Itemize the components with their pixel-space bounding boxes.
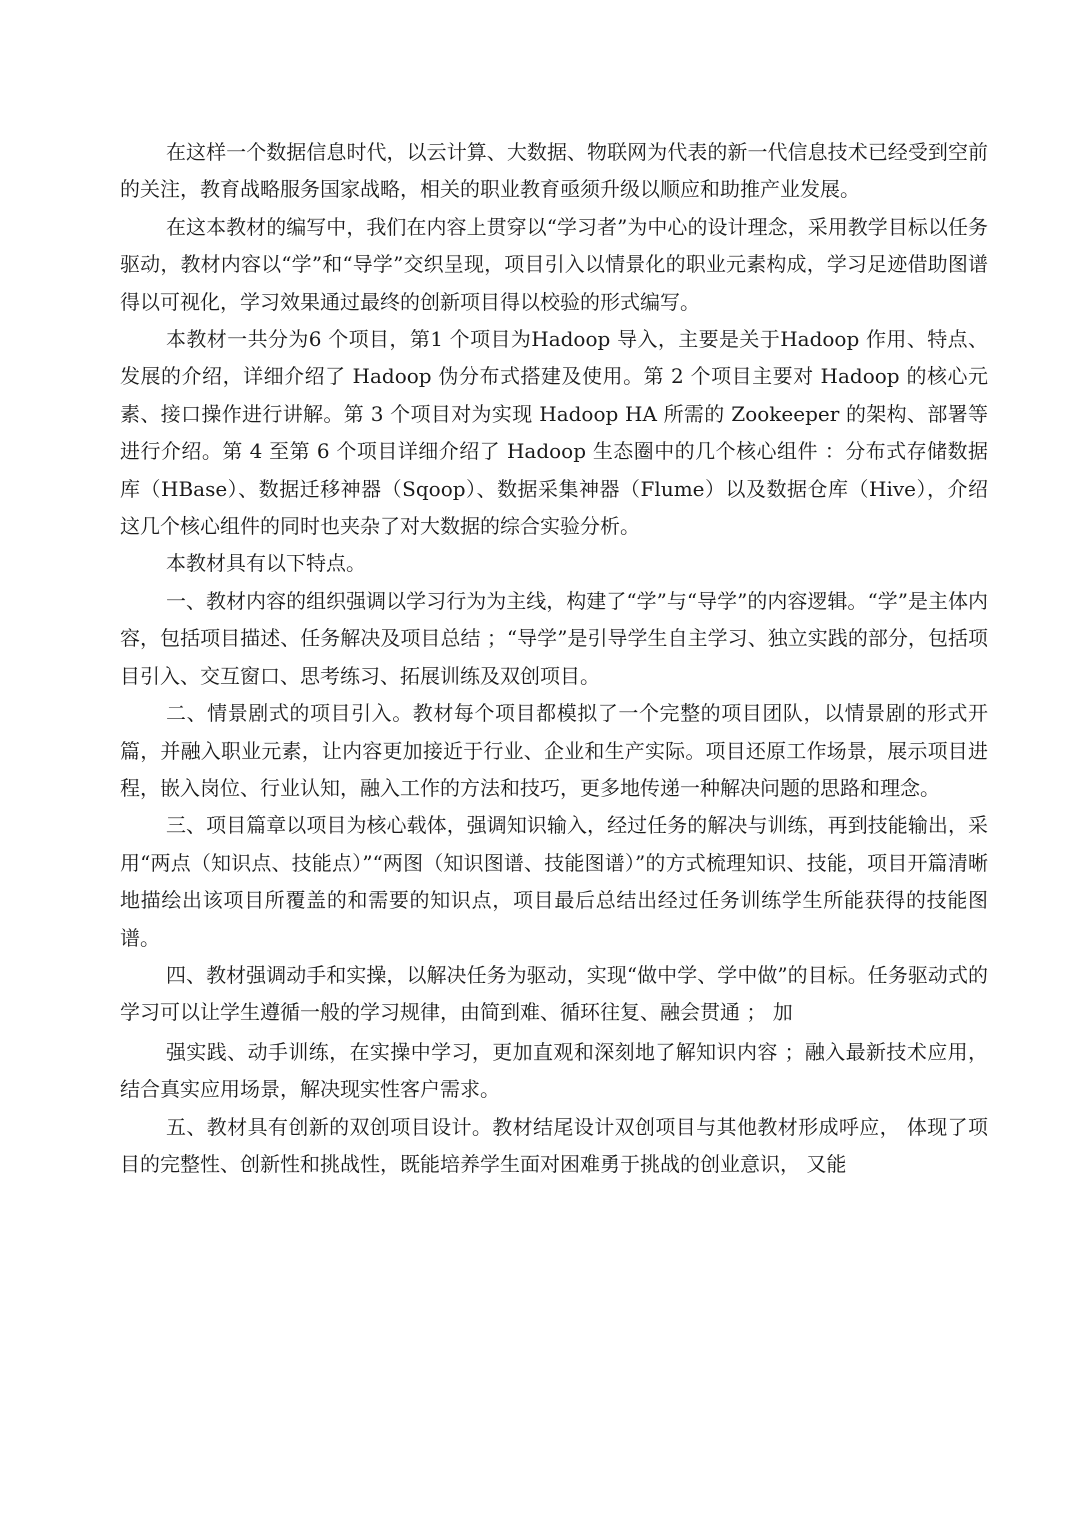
- paragraph-feature-4: 四、教材强调动手和实操，以解决任务为驱动，实现“做中学、学中做”的目标。任务驱动式的学习可以让学生遵循一般的学习规律，由简到难、循环往复、融会贯通 ； 加: [120, 962, 988, 1025]
- paragraph-project-overview: 本教材一共分为6 个项目，第1 个项目为Hadoop 导入，主要是关于Hadoop 作用、特点、发展的介绍，详细介绍了 Hadoop 伪分布式搭建及使用。第 2 个项目主要对 Hadoop 的核心元素、接口操作进行讲解。第 3 个项目对为实现 Hadoop HA 所需的 Zookeeper 的架构、部署等进行介绍。第 4 至第 6 个项目详细介绍了 Hadoop 生态圈中的几个核心组件 ：分布式存储数据库（HBase）、数据迁移神器（Sqoop）、数据采集神器（Flume）以及数据仓库（Hive），介绍这几个核心组件的同时也夹杂了对大数据的综合实验分析。: [120, 327, 988, 539]
- paragraph-features-intro: 本教材具有以下特点。: [166, 551, 366, 576]
- paragraph-feature-4-continued: 强实践、动手训练，在实操中学习，更加直观和深刻地了解知识内容 ；融入最新技术应用，结合真实应用场景，解决现实性客户需求。: [120, 1039, 988, 1102]
- paragraph-feature-1: 一、教材内容的组织强调以学习行为为主线，构建了“学”与“导学”的内容逻辑。“学”是主体内容，包括项目描述、任务解决及项目总结 ；“导学”是引导学生自主学习、独立实践的部分，包括项目引入、交互窗口、思考练习、拓展训练及双创项目。: [120, 588, 988, 688]
- paragraph-feature-3: 三、项目篇章以项目为核心载体，强调知识输入，经过任务的解决与训练，再到技能输出，采用“两点（知识点、技能点）”“两图（知识图谱、技能图谱）”的方式梳理知识、技能，项目开篇清晰地描绘出该项目所覆盖的和需要的知识点，项目最后总结出经过任务训练学生所能获得的技能图谱。: [120, 813, 988, 950]
- paragraph-design-philosophy: 在这本教材的编写中，我们在内容上贯穿以“学习者”为中心的设计理念，采用教学目标以任务驱动，教材内容以“学”和“导学”交织呈现，项目引入以情景化的职业元素构成，学习足迹借助图谱得以可视化，学习效果通过最终的创新项目得以校验的形式编写。: [120, 214, 988, 314]
- paragraph-feature-2: 二、情景剧式的项目引入。教材每个项目都模拟了一个完整的项目团队，以情景剧的形式开篇，并融入职业元素，让内容更加接近于行业、企业和生产实际。项目还原工作场景，展示项目进程，嵌入岗位、行业认知，融入工作的方法和技巧，更多地传递一种解决问题的思路和理念。: [120, 701, 988, 800]
- body-text: [120, 134, 988, 1183]
- paragraph-intro: 在这样一个数据信息时代，以云计算、大数据、物联网为代表的新一代信息技术已经受到空前的关注，教育战略服务国家战略，相关的职业教育亟须升级以顺应和助推产业发展。: [120, 140, 988, 202]
- paragraph-feature-5: 五、教材具有创新的双创项目设计。教材结尾设计双创项目与其他教材形成呼应， 体现了项目的完整性、创新性和挑战性，既能培养学生面对困难勇于挑战的创业意识， 又能: [120, 1114, 988, 1176]
